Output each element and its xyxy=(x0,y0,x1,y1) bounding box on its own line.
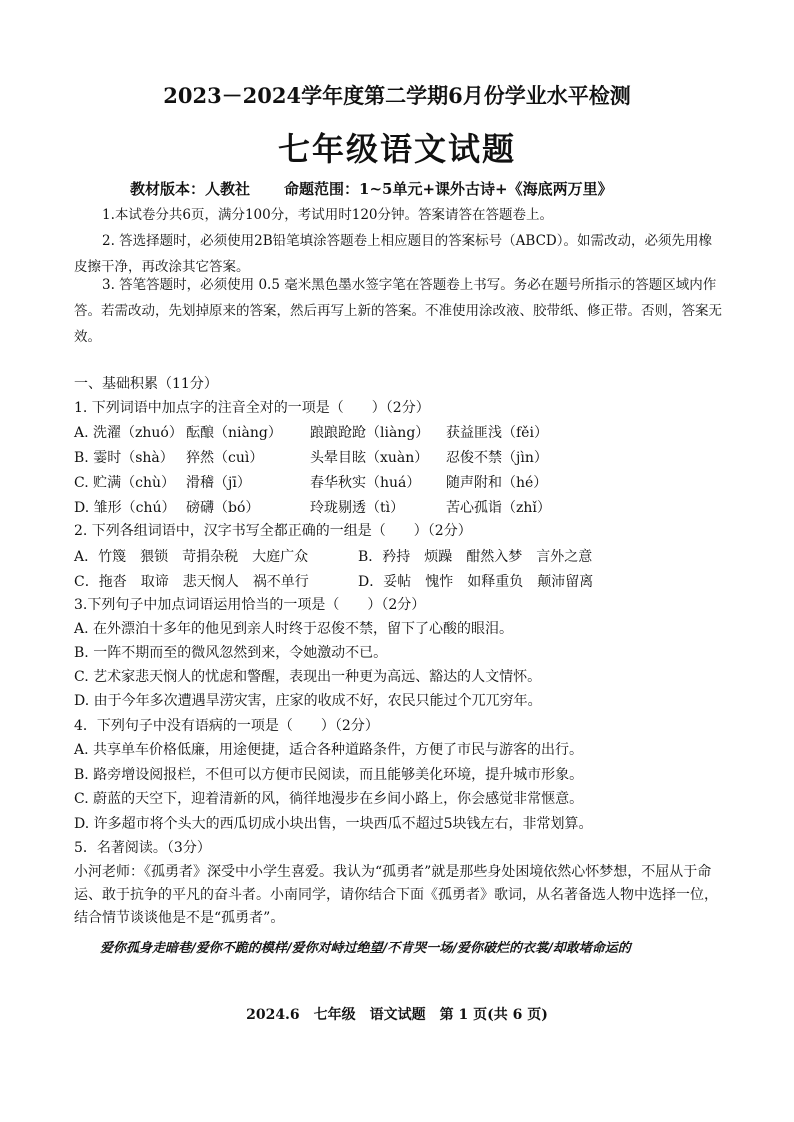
option-cell: 获益匪浅（fěi） xyxy=(446,425,548,441)
exam-scope: 命题范围：1~5单元+课外古诗+《海底两万里》 xyxy=(284,180,613,198)
question-4-option-c: C. 蔚蓝的天空下，迎着清新的风，徜徉地漫步在乡间小路上，你会感觉非常惬意。 xyxy=(74,791,584,807)
question-2-stem: 2. 下列各组词语中，汉字书写全都正确的一组是（ ）（2分） xyxy=(74,523,472,539)
option-cell: C. 贮满（chù） xyxy=(74,475,175,491)
section-heading: 一、基础积累（11分） xyxy=(74,376,218,392)
question-4-option-b: B. 路旁增设阅报栏，不但可以方便市民阅读，而且能够美化环境，提升城市形象。 xyxy=(74,767,584,783)
question-1-option-b xyxy=(74,447,576,467)
option-cell: 随声附和（hé） xyxy=(446,475,548,491)
page-title: 七年级语文试题 xyxy=(277,130,516,168)
option-cell: B．矜持 烦躁 酣然入梦 言外之意 xyxy=(358,549,593,565)
question-1-stem: 1. 下列词语中加点字的注音全对的一项是（ ）（2分） xyxy=(74,400,430,416)
notice-1: 1.本试卷分共6页，满分100分，考试用时120分钟。答案请答在答题卷上。 xyxy=(102,207,554,223)
option-cell: 苦心孤诣（zhǐ） xyxy=(446,500,551,516)
question-3-option-b: B. 一阵不期而至的微风忽然到来，令她激动不已。 xyxy=(74,645,388,661)
question-1-option-d xyxy=(74,497,576,517)
option-cell: 磅礴（bó） xyxy=(186,500,260,516)
question-1-option-c xyxy=(74,472,576,492)
option-cell: C．拖沓 取谛 悲天悯人 祸不单行 xyxy=(74,574,309,590)
question-3-option-c: C. 艺术家悲天悯人的忧虑和警醒，表现出一种更为高远、豁达的人文情怀。 xyxy=(74,669,542,685)
option-cell: D．妥帖 愧怍 如释重负 颠沛留离 xyxy=(358,574,594,590)
option-cell: B. 霎时（shà） xyxy=(74,450,174,466)
option-cell: 踉踉跄跄（liàng） xyxy=(310,425,430,441)
question-2-options-cd xyxy=(74,571,593,591)
option-cell: 酝酿（niàng） xyxy=(186,425,282,441)
option-cell: D. 雏形（chú） xyxy=(74,500,176,516)
option-cell: A．竹篾 猥锁 苛捐杂税 大庭广众 xyxy=(74,549,309,565)
question-4-option-d: D. 许多超市将个头大的西瓜切成小块出售，一块西瓜不超过5块钱左右，非常划算。 xyxy=(74,816,593,832)
option-cell: A. 洗濯（zhuó） xyxy=(74,425,183,441)
notice-2: 2. 答选择题时，必须使用2B铅笔填涂答题卷上相应题目的答案标号（ABCD）。如需改动，必须先用橡皮擦干净，再改涂其它答案。 xyxy=(74,233,713,275)
option-cell: 春华秋实（huá） xyxy=(310,475,421,491)
option-cell: 头晕目眩（xuàn） xyxy=(310,450,429,466)
option-cell: 猝然（cuì） xyxy=(186,450,264,466)
page-footer: 2024.6 七年级 语文试题 第 1 页(共 6 页) xyxy=(246,1007,548,1023)
option-cell: 玲珑剔透（tì） xyxy=(310,500,405,516)
question-1-option-a xyxy=(74,422,576,442)
option-cell: 滑稽（jī） xyxy=(186,475,251,491)
question-3-option-a: A. 在外漂泊十多年的他见到亲人时终于忍俊不禁，留下了心酸的眼泪。 xyxy=(74,621,514,637)
textbook-version: 教材版本：人教社 xyxy=(130,180,251,198)
exam-title: 2023－2024学年度第二学期6月份学业水平检测 xyxy=(163,83,631,108)
question-4-option-a: A. 共享单车价格低廉，用途便捷，适合各种道路条件，方便了市民与游客的出行。 xyxy=(74,742,584,758)
question-5-paragraph: 小河老师：《孤勇者》深受中小学生喜爱。我认为“孤勇者”就是那些身处困境依然心怀梦想，不屈从于命运、敢于抗争的平凡的奋斗者。小南同学，请你结合下面《孤勇者》歌词，从名著备选人物中选择一位，结合情节谈谈他是不是“孤勇者”。 xyxy=(74,864,718,926)
question-5-stem: 5．名著阅读。（3分） xyxy=(74,840,211,856)
question-3-option-d: D. 由于今年多次遭遇旱涝灾害，庄家的收成不好，农民只能过个兀兀穷年。 xyxy=(74,693,542,709)
question-3-stem: 3.下列句子中加点词语运用恰当的一项是（ ）（2分） xyxy=(74,597,426,613)
song-lyric: 爱你孤身走暗巷/爱你不跪的模样/爱你对峙过绝望/不肯哭一场/爱你破烂的衣裳/却敢堵命运的 xyxy=(100,941,631,956)
option-cell: 忍俊不禁（jìn） xyxy=(446,450,548,466)
question-2-options-ab xyxy=(74,546,592,566)
exam-meta xyxy=(130,178,647,199)
notice-3: 3. 答笔答题时，必须使用 0.5 毫米黑色墨水签字笔在答题卷上书写。务必在题号所指示的答题区域内作答。若需改动，先划掉原来的答案，然后再写上新的答案。不准使用涂改液、胶带纸、修正带。否则，答案无效。 xyxy=(74,277,722,345)
question-4-stem: 4．下列句子中没有语病的一项是（ ）（2分） xyxy=(74,718,379,734)
